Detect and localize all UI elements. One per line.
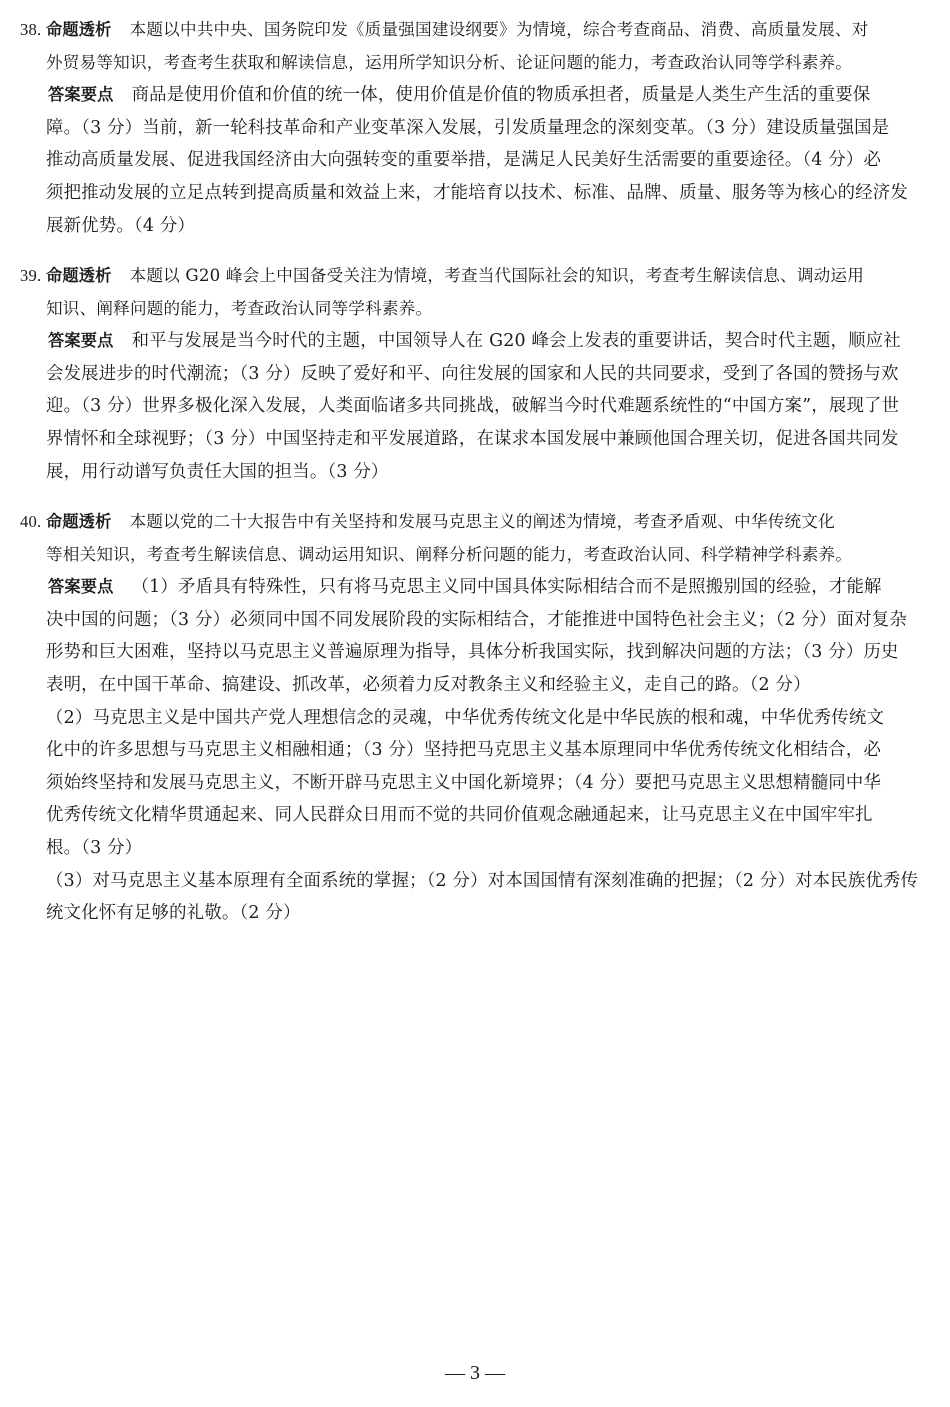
- analysis-line: 外贸易等知识，考查考生获取和解读信息，运用所学知识分析、论证问题的能力，考查政治认同等学科素养。: [46, 52, 853, 72]
- answer-text: 商品是使用价值和价值的统一体，使用价值是价值的物质承担者，质量是人类生产生活的重要保: [131, 85, 871, 106]
- part3-line: 统文化怀有足够的礼敬。（2 分）: [46, 903, 301, 924]
- answer-label: 答案要点: [48, 85, 114, 105]
- answer-label: 答案要点: [48, 577, 114, 597]
- question-39: [20, 260, 930, 488]
- question-number: 39.: [20, 266, 42, 285]
- part2-line: （2）马克思主义是中国共产党人理想信念的灵魂，中华优秀传统文化是中华民族的根和魂，中华优秀传统文: [46, 707, 885, 728]
- analysis-text: 本题以党的二十大报告中有关坚持和发展马克思主义的阐述为情境，考查矛盾观、中华传统文化: [129, 512, 835, 531]
- part2-line: 根。（3 分）: [46, 837, 143, 858]
- question-number: 40.: [20, 512, 42, 531]
- answer-line: 展，用行动谱写负责任大国的担当。（3 分）: [46, 461, 389, 482]
- answer-line: 展新优势。（4 分）: [46, 215, 196, 236]
- page-number: — 3 —: [445, 1362, 505, 1384]
- question-40: [20, 506, 930, 930]
- question-number: 38.: [20, 20, 42, 39]
- analysis-line: 等相关知识，考查考生解读信息、调动运用知识、阐释分析问题的能力，考查政治认同、科学精神学科素养。: [46, 544, 853, 564]
- analysis-line: 知识、阐释问题的能力，考查政治认同等学科素养。: [46, 298, 433, 318]
- answer-line: 表明，在中国干革命、搞建设、抓改革，必须着力反对教条主义和经验主义，走自己的路。（2 分）: [46, 674, 811, 695]
- answer-line: 形势和巨大困难，坚持以马克思主义普遍原理为指导，具体分析我国实际，找到解决问题的方法；（3 分）历史: [46, 642, 899, 663]
- answer-line: 决中国的问题；（3 分）必须同中国不同发展阶段的实际相结合，才能推进中国特色社会主义；（2 分）面对复杂: [46, 609, 907, 630]
- analysis-text: 本题以中共中央、国务院印发《质量强国建设纲要》为情境，综合考查商品、消费、高质量发展、对: [129, 20, 869, 39]
- answer-line: 界情怀和全球视野；（3 分）中国坚持走和平发展道路，在谋求本国发展中兼顾他国合理关切，促进各国共同发: [46, 428, 899, 449]
- answer-line: [20, 571, 930, 604]
- part2-line: 化中的许多思想与马克思主义相融相通；（3 分）坚持把马克思主义基本原理同中华优秀传统文化相结合，必: [46, 740, 882, 761]
- question-38: [20, 14, 930, 242]
- answer-line: 会发展进步的时代潮流；（3 分）反映了爱好和平、向往发展的国家和人民的共同要求，受到了各国的赞扬与欢: [46, 363, 899, 384]
- analysis-label: 命题透析: [46, 266, 112, 285]
- analysis-text: 本题以 G20 峰会上中国备受关注为情境，考查当代国际社会的知识，考查考生解读信息、调动运用: [129, 266, 865, 285]
- answer-label: 答案要点: [48, 331, 114, 351]
- analysis-line: [20, 14, 930, 47]
- analysis-label: 命题透析: [46, 512, 112, 531]
- answer-line: [20, 79, 930, 112]
- part2-line: 须始终坚持和发展马克思主义，不断开辟马克思主义中国化新境界；（4 分）要把马克思主义思想精髓同中华: [46, 772, 882, 793]
- answer-line: [20, 325, 930, 358]
- answer-line: 障。（3 分）当前，新一轮科技革命和产业变革深入发展，引发质量理念的深刻变革。（3 分）建设质量强国是: [46, 117, 890, 138]
- part3-line: （3）对马克思主义基本原理有全面系统的掌握；（2 分）对本国国情有深刻准确的把握；（2 分）对本民族优秀传: [46, 870, 919, 891]
- answer-text: （1）矛盾具有特殊性，只有将马克思主义同中国具体实际相结合而不是照搬别国的经验，才能解: [131, 577, 882, 598]
- answer-line: 须把推动发展的立足点转到提高质量和效益上来，才能培育以技术、标准、品牌、质量、服务等为核心的经济发: [46, 182, 908, 203]
- answer-text: 和平与发展是当今时代的主题，中国领导人在 G20 峰会上发表的重要讲话，契合时代主题，顺应社: [131, 331, 901, 352]
- analysis-line: [20, 260, 930, 293]
- analysis-label: 命题透析: [46, 20, 112, 39]
- part2-line: 优秀传统文化精华贯通起来、同人民群众日用而不觉的共同价值观念融通起来，让马克思主义在中国牢牢扎: [46, 805, 873, 826]
- answer-line: 推动高质量发展、促进我国经济由大向强转变的重要举措，是满足人民美好生活需要的重要途径。（4 分）必: [46, 150, 882, 171]
- analysis-line: [20, 506, 930, 539]
- answer-line: 迎。（3 分）世界多极化深入发展，人类面临诸多共同挑战，破解当今时代难题系统性的“中国方案”，展现了世: [46, 396, 900, 417]
